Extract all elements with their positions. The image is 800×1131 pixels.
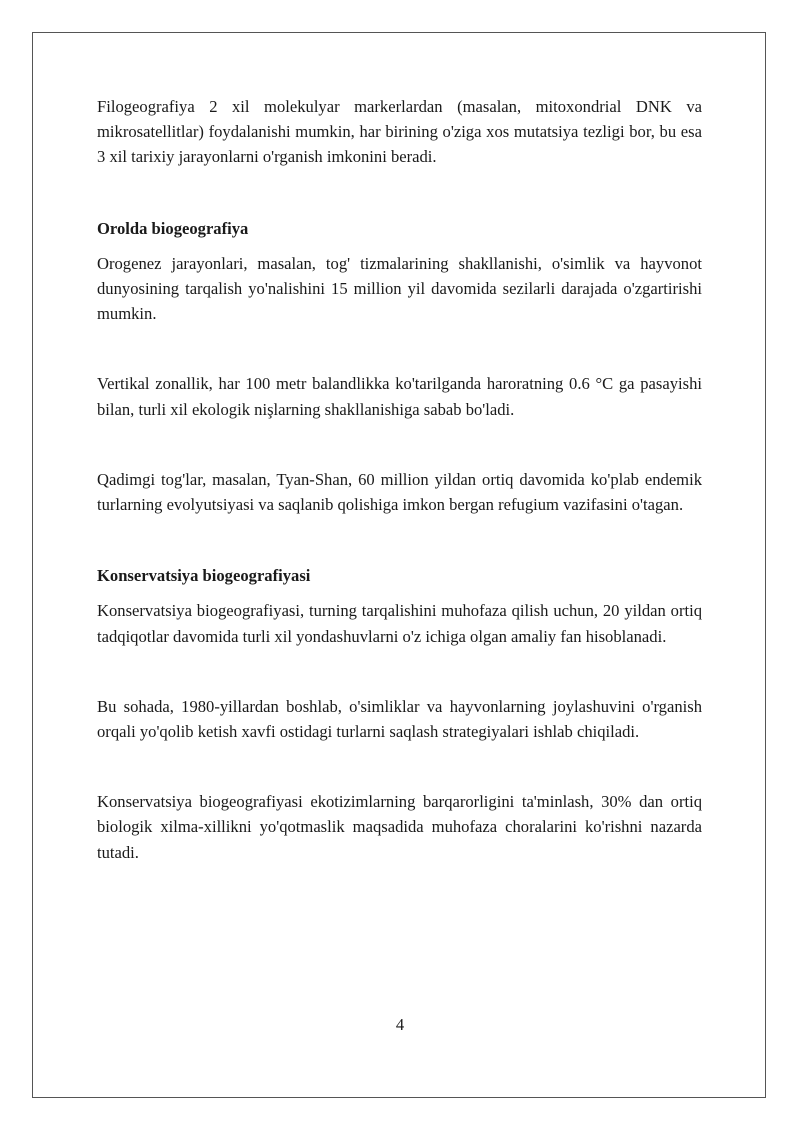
document-body — [97, 94, 702, 865]
paragraph-bu-sohada: Bu sohada, 1980-yillardan boshlab, o'simliklar va hayvonlarning joylashuvini o'rganish orqali yo'qolib ketish xavfi ostidagi turlarni saqlash strategiyalari ishlab chiqiladi. — [97, 696, 702, 742]
paragraph-vertikal-zonallik: Vertikal zonallik, har 100 metr balandlikka ko'tarilganda haroratning 0.6 °C ga pasayishi bilan, turli xil ekologik nişlarning shakllanishiga sabab bo'ladi. — [97, 374, 702, 419]
heading-konservatsiya-biogeografiyasi: Konservatsiya biogeografiyasi — [97, 566, 311, 586]
paragraph-ekotizimlar-barqarorligi: Konservatsiya biogeografiyasi ekotizimlarning barqarorligini ta'minlash, 30% dan ortiq biologik xilma-xillikni yo'qotmaslik maqsadida muhofaza choralarini ko'rishni nazarda tutadi. — [97, 792, 702, 862]
paragraph-qadimgi-toglar: Qadimgi tog'lar, masalan, Tyan-Shan, 60 million yildan ortiq davomida ko'plab endemik turlarning evolyutsiyasi va saqlanib qolishiga imkon bergan refugium vazifasini o'tagan. — [97, 469, 702, 515]
paragraph-filogeografiya: Filogeografiya 2 xil molekulyar markerlardan (masalan, mitoxondrial DNK va mikrosatellitlar) foydalanishi mumkin, har birining o'ziga xos mutatsiya tezligi bor, bu esa 3 xil tarixiy jarayonlarni o'rganish imkonini beradi. — [97, 97, 702, 167]
heading-orolda-biogeografiya: Orolda biogeografiya — [97, 218, 249, 238]
paragraph-konservatsiya-amaliy-fan: Konservatsiya biogeografiyasi, turning tarqalishini muhofaza qilish uchun, 20 yildan ortiq tadqiqotlar davomida turli xil yondashuvlarni o'z ichiga olgan amaliy fan hisoblanadi. — [97, 601, 702, 646]
page-number: 4 — [395, 1015, 405, 1034]
paragraph-orogenez: Orogenez jarayonlari, masalan, tog' tizmalarining shakllanishi, o'simlik va hayvonot dunyosining tarqalish yo'nalishini 15 million yil davomida sezilarli darajada o'zgartirishi mumkin. — [97, 253, 702, 324]
